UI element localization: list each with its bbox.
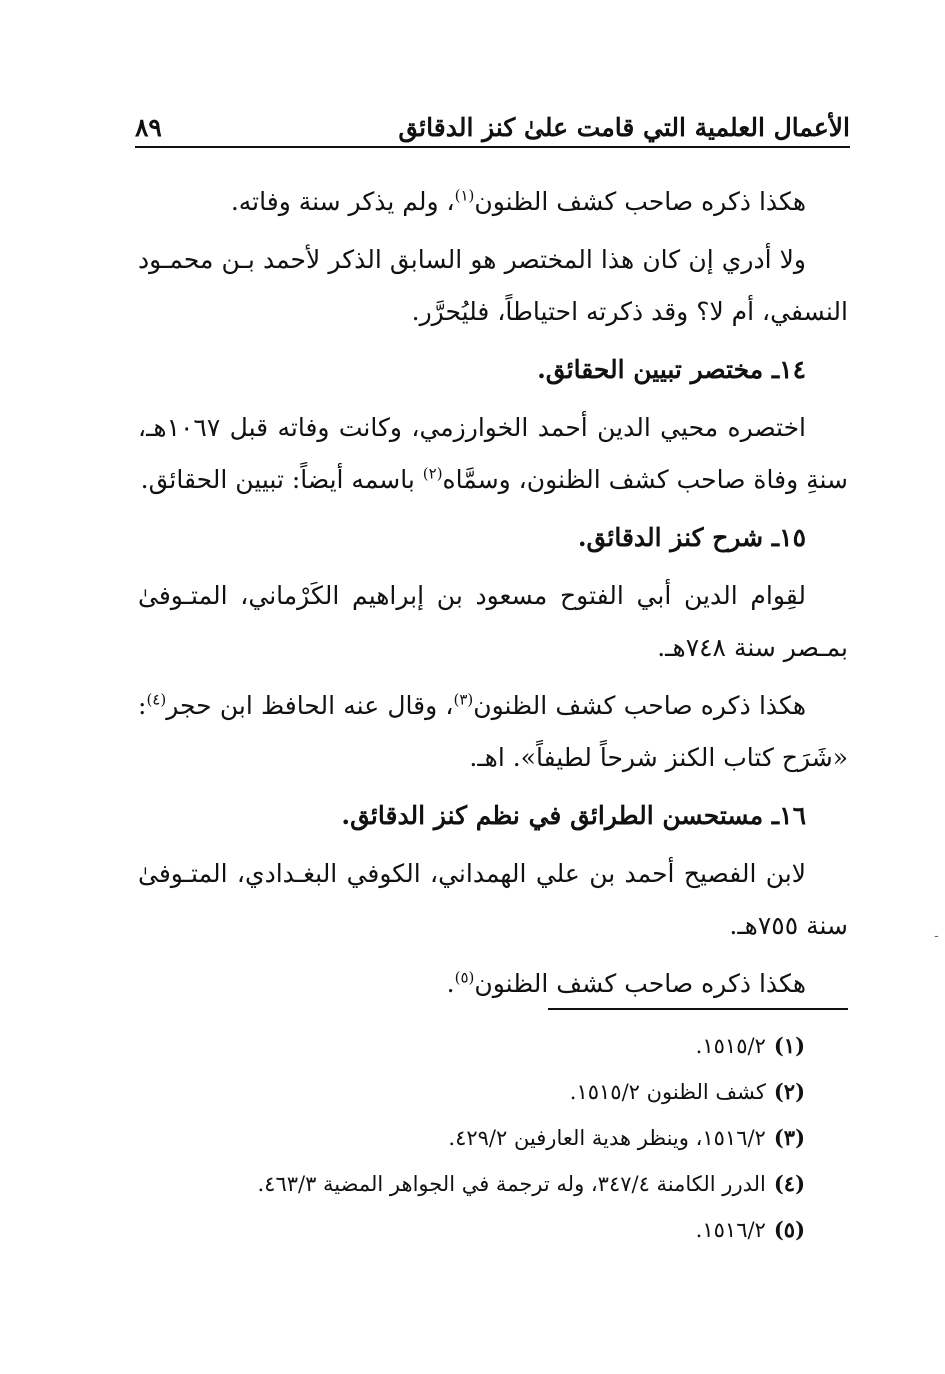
footnote-3 <box>200 1115 805 1161</box>
footnote-1 <box>200 1023 805 1069</box>
footnote-number: (٣) <box>773 1125 805 1150</box>
paragraph-1 <box>138 176 848 228</box>
paragraph-3 <box>138 402 848 506</box>
paragraph-1-text-a: هكذا ذكره صاحب كشف الظنون <box>474 187 806 216</box>
footnote-ref-2: (٢) <box>422 464 443 483</box>
page-header <box>135 108 850 148</box>
heading-14: ١٤ـ مختصر تبيين الحقائق. <box>537 355 806 384</box>
running-title: الأعمال العلمية التي قامت علىٰ كنز الدقائق <box>398 113 850 142</box>
footnote-number: (٤) <box>773 1171 805 1196</box>
footnote-text: ١٥١٦/٢، وينظر هدية العارفين ٤٢٩/٢. <box>448 1126 766 1150</box>
footnote-text: كشف الظنون ١٥١٥/٢. <box>569 1080 766 1104</box>
footnote-number: (١) <box>773 1033 805 1058</box>
paragraph-3-text-b: باسمه أيضاً: تبيين الحقائق. <box>140 465 423 494</box>
heading-16: ١٦ـ مستحسن الطرائق في نظم كنز الدقائق. <box>341 801 806 830</box>
footnote-ref-5: (٥) <box>454 968 475 987</box>
footnote-text: ١٥١٦/٢. <box>695 1218 766 1242</box>
paragraph-5-text-b: ، وقال عنه الحافظ ابن حجر <box>166 691 454 720</box>
scan-mark: - <box>934 928 939 944</box>
paragraph-5 <box>138 680 848 784</box>
footnotes <box>200 1023 805 1253</box>
footnote-text: الدرر الكامنة ٣٤٧/٤، وله ترجمة في الجواهر المضية ٤٦٣/٣. <box>257 1172 766 1196</box>
paragraph-1-text-b: ، ولم يذكر سنة وفاته. <box>230 187 455 216</box>
footnote-ref-3: (٣) <box>453 690 474 709</box>
footnote-4 <box>200 1161 805 1207</box>
paragraph-3-text-a: اختصره محيي الدين أحمد الخوارزمي، وكانت وفاته قبل ١٠٦٧هـ، سنةِ وفاة صاحب كشف الظنون، وسمَّاه <box>138 413 848 494</box>
paragraph-4: لقِوام الدين أبي الفتوح مسعود بن إبراهيم الكَرْماني، المتـوفىٰ بمـصر سنة ٧٤٨هـ. <box>138 581 848 662</box>
footnote-ref-1: (١) <box>454 186 475 205</box>
paragraph-5-text-a: هكذا ذكره صاحب كشف الظنون <box>473 691 807 720</box>
paragraph-7-text-a: هكذا ذكره صاحب كشف الظنون <box>474 969 806 998</box>
footnote-ref-4: (٤) <box>146 690 167 709</box>
footnote-number: (٥) <box>773 1217 805 1242</box>
paragraph-7-text-b: . <box>446 969 455 998</box>
footnote-number: (٢) <box>773 1079 805 1104</box>
footnote-2 <box>200 1069 805 1115</box>
paragraph-7 <box>138 958 848 1010</box>
footnote-text: ١٥١٥/٢. <box>695 1034 766 1058</box>
main-text <box>138 176 848 1016</box>
page-number: ٨٩ <box>135 113 162 142</box>
paragraph-2: ولا أدري إن كان هذا المختصر هو السابق الذكر لأحمد بـن محمـود النسفي، أم لا؟ وقد ذكرته احتياطاً، فليُحرَّر. <box>138 245 848 326</box>
heading-15: ١٥ـ شرح كنز الدقائق. <box>577 523 806 552</box>
footnote-5 <box>200 1207 805 1253</box>
paragraph-6: لابن الفصيح أحمد بن علي الهمداني، الكوفي البغـدادي، المتـوفىٰ سنة ٧٥٥هـ. <box>138 859 848 940</box>
footnote-separator <box>548 1008 848 1010</box>
paragraph-5-text-c: : «شَرَح كتاب الكنز شرحاً لطيفاً». اهـ. <box>138 691 848 772</box>
